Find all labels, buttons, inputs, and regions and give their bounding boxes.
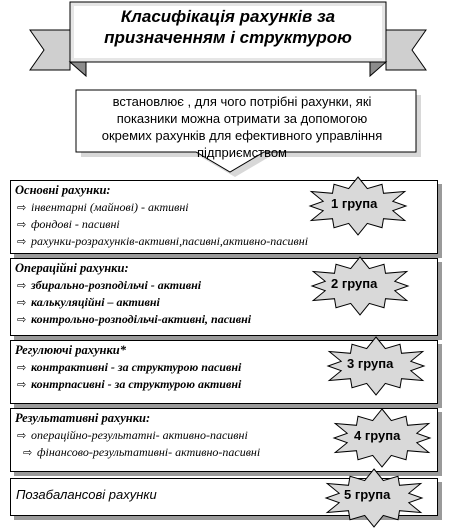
arrow-right-icon: ⇨ [17, 218, 27, 231]
arrow-right-icon: ⇨ [17, 361, 27, 374]
arrow-right-icon: ⇨ [17, 313, 27, 326]
diagram-title: Класифікація рахунків за призначенням і структурою [104, 7, 352, 47]
list-item: ⇨ калькуляційні – активні [17, 295, 160, 309]
arrow-right-icon: ⇨ [17, 279, 27, 292]
group-badge-label: 3 група [347, 356, 394, 371]
arrow-right-icon: ⇨ [17, 296, 27, 309]
arrow-right-icon: ⇨ [17, 429, 27, 442]
list-item: ⇨ рахунки-розрахунків-активні,пасивні,активно-пасивні [17, 234, 309, 248]
arrow-right-icon: ⇨ [17, 201, 27, 214]
callout-text: встановлює , для чого потрібні рахунки, які показники можна отримати за допомогою окремих рахунків для ефективного управління підприємством [101, 94, 383, 160]
list-item: ⇨ інвентарні (майнові) - активні [17, 200, 189, 214]
arrow-right-icon: ⇨ [23, 446, 33, 459]
group-badge-label: 2 група [331, 276, 378, 291]
list-item: ⇨ контрольно-розподільчі-активні, пасивні [17, 312, 252, 326]
group-title: Операційні рахунки: [15, 261, 129, 275]
group-badge-label: 4 група [354, 428, 401, 443]
group-title: Регулюючі рахунки* [15, 343, 126, 357]
group-title: Результативні рахунки: [15, 411, 151, 425]
list-item: ⇨ операційно-результатні- активно-пасивні [17, 428, 248, 442]
group-title: Основні рахунки: [15, 183, 111, 197]
list-item: ⇨ фондові - пасивні [17, 217, 120, 231]
list-item: ⇨ збирально-розподільчі - активні [17, 278, 202, 292]
list-item: ⇨ контрпасивні - за структурою активні [17, 377, 242, 391]
arrow-right-icon: ⇨ [17, 235, 27, 248]
group-title: Позабалансові рахунки [16, 487, 157, 502]
group-badge-label: 5 група [344, 487, 391, 502]
list-item: ⇨ контрактивні - за структурою пасивні [17, 360, 242, 374]
list-item: ⇨ фінансово-результативні- активно-пасивні [23, 445, 261, 459]
arrow-right-icon: ⇨ [17, 378, 27, 391]
group-badge-label: 1 група [331, 196, 378, 211]
